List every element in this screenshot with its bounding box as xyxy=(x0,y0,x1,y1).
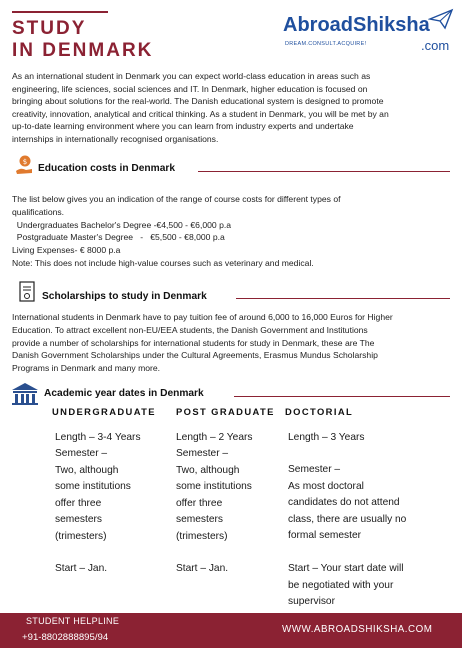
semester-line: semesters xyxy=(176,514,223,525)
column-header: DOCTORIAL xyxy=(285,406,354,417)
intro-line: up-to-date learning environment where you can learn from industry experts and undertake xyxy=(12,121,354,132)
semester-line: class, there are usually no xyxy=(288,513,407,525)
column-undergraduate xyxy=(52,406,156,417)
semester-line: Semester – xyxy=(288,464,341,475)
paper-plane-icon xyxy=(428,8,454,30)
scholarships-body xyxy=(12,311,454,375)
semester-line: Semester – xyxy=(176,448,229,459)
costs-line: Living Expenses- € 8000 p.a xyxy=(12,245,121,256)
title-top-rule xyxy=(12,11,108,13)
intro-paragraph xyxy=(12,70,452,146)
intro-line: bringing about solutions for the real-world. The Danish educational system is designed to promote xyxy=(12,96,384,107)
intro-line: engineering, life sciences, social sciences and IT. In Denmark, higher education is focused on xyxy=(12,83,368,94)
logo-wordmark-b: Shiksha xyxy=(353,14,430,36)
postgraduate-length: Length – 2 Years xyxy=(176,432,253,443)
costs-line: The list below gives you an indication of the range of course costs for different types of xyxy=(12,194,341,204)
column-header: POST GRADUATE xyxy=(176,406,275,417)
costs-body xyxy=(12,193,454,270)
footer-bar xyxy=(0,613,462,648)
semester-line: Two, although xyxy=(55,464,119,476)
logo-wordmark xyxy=(283,14,430,37)
doctorial-semester xyxy=(288,462,406,545)
scholarships-line: Education. To attract excellent non-EU/EEA students, the Danish Government and Institutions xyxy=(12,324,368,335)
semester-line: candidates do not attend xyxy=(288,497,400,508)
costs-line: qualifications. xyxy=(12,206,65,217)
section-divider xyxy=(198,171,450,172)
abroadshiksha-logo xyxy=(283,14,453,58)
semester-line: (trimesters) xyxy=(55,530,107,542)
column-header: UNDERGRADUATE xyxy=(52,406,156,417)
page-title-line1: STUDY xyxy=(12,18,87,39)
section-divider xyxy=(236,298,450,299)
doctorial-length: Length – 3 Years xyxy=(288,432,365,443)
undergraduate-length: Length – 3-4 Years xyxy=(55,432,141,443)
postgraduate-semester xyxy=(176,446,252,545)
semester-line: Semester – xyxy=(55,448,108,459)
semester-line: semesters xyxy=(55,514,102,525)
undergraduate-start: Start – Jan. xyxy=(55,563,108,574)
start-line: be negotiated with your xyxy=(288,579,394,591)
semester-line: offer three xyxy=(176,497,223,509)
intro-line: internships in internationally recognised organisations. xyxy=(12,133,219,144)
semester-line: Two, although xyxy=(176,464,240,476)
costs-line: Postgraduate Master's Degree - €5,500 - €8,000 p.a xyxy=(12,232,225,243)
scholarships-heading-row xyxy=(12,285,452,305)
logo-tagline: DREAM.CONSULT.ACQUIRE! xyxy=(285,41,367,47)
scholarships-heading: Scholarships to study in Denmark xyxy=(42,291,207,302)
column-doctorial xyxy=(285,406,353,417)
postgraduate-start: Start – Jan. xyxy=(176,563,229,574)
costs-line: Undergraduates Bachelor's Degree -€4,500 - €6,000 p.a xyxy=(12,219,232,230)
intro-line: As an international student in Denmark you can expect world-class education in areas such as xyxy=(12,71,371,81)
helpline-number[interactable]: +91-8802888895/94 xyxy=(22,632,109,643)
semester-line: As most doctoral xyxy=(288,480,364,492)
academic-heading: Academic year dates in Denmark xyxy=(44,388,204,399)
scholarships-line: Programs in Denmark and many more. xyxy=(12,363,161,374)
scholarships-line: International students in Denmark have to pay tuition fee of around 6,000 to 16,000 Euros for Higher xyxy=(12,312,393,322)
semester-line: some institutions xyxy=(55,481,131,492)
start-line: Start – Your start date will xyxy=(288,563,404,574)
scholarship-certificate-icon xyxy=(18,281,36,303)
scholarships-line: Danish Government Scholarships under the Cultural Agreements, Erasmus Mundus Scholarship xyxy=(12,350,378,361)
university-building-icon xyxy=(10,382,40,406)
website-link[interactable]: WWW.ABROADSHIKSHA.COM xyxy=(282,624,433,635)
svg-text:$: $ xyxy=(22,158,28,166)
costs-line: Note: This does not include high-value courses such as veterinary and medical. xyxy=(12,257,314,268)
page-title-line2: IN DENMARK xyxy=(12,40,154,61)
undergraduate-semester xyxy=(55,446,131,545)
semester-line: some institutions xyxy=(176,481,252,492)
intro-line: creativity, innovation, analytical and critical thinking. As a student in Denmark, you will be met by an xyxy=(12,108,389,119)
costs-heading-row xyxy=(12,160,452,180)
scholarships-line: provide a number of scholarships for international students for study in Denmark, these are The xyxy=(12,337,375,348)
money-hand-icon xyxy=(14,154,36,176)
semester-line: offer three xyxy=(55,497,102,509)
doctorial-start xyxy=(288,561,404,611)
column-postgraduate xyxy=(176,406,275,417)
start-line: supervisor xyxy=(288,596,335,607)
costs-heading: Education costs in Denmark xyxy=(38,163,175,174)
section-divider xyxy=(234,396,450,397)
logo-wordmark-a: Abroad xyxy=(283,14,353,36)
semester-line: (trimesters) xyxy=(176,530,228,542)
logo-domain: .com xyxy=(421,38,450,53)
semester-line: formal semester xyxy=(288,530,362,541)
helpline-label: STUDENT HELPLINE xyxy=(26,616,120,626)
academic-heading-row xyxy=(12,385,452,405)
